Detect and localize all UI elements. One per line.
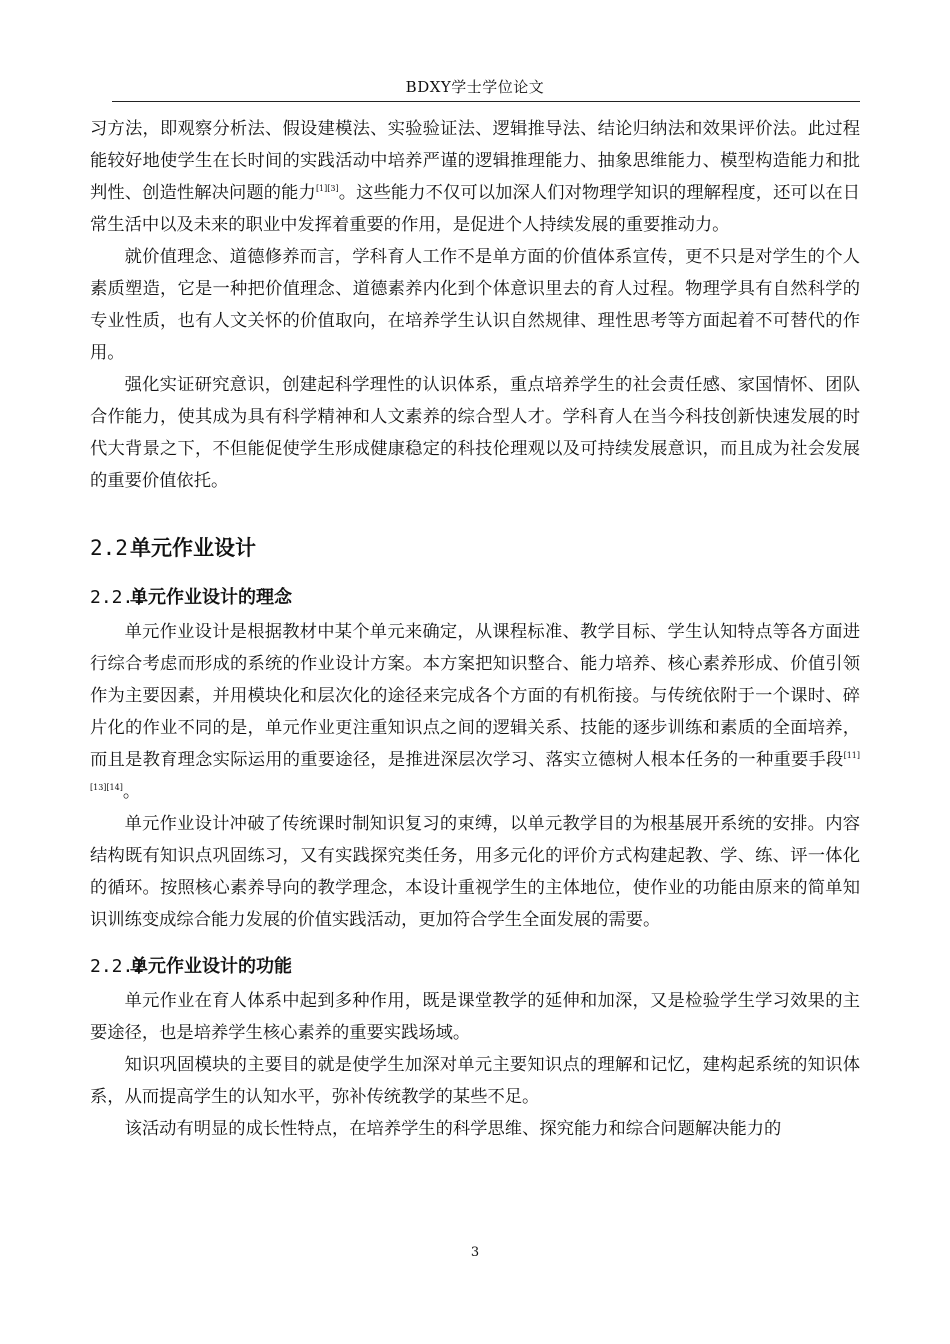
body-paragraph-knowledge: 知识巩固模块的主要目的就是使学生加深对单元主要知识点的理解和记忆，建构起系统的知识体系，从而提高学生的认知水平，弥补传统教学的某些不足。 <box>90 1055 860 1107</box>
body-paragraph-functions: 单元作业在育人体系中起到多种作用，既是课堂教学的延伸和加深，又是检验学生学习效果的主要途径，也是培养学生核心素养的重要实践场域。 <box>90 991 860 1043</box>
subsection-number: 2.2.1 <box>90 587 145 608</box>
subsection-heading-2-2-2 <box>90 949 860 985</box>
subsection-title: 单元作业设计的功能 <box>130 956 292 977</box>
section-spacer <box>90 936 860 949</box>
body-paragraph-evidence: 强化实证研究意识，创建起科学理性的认识体系，重点培养学生的社会责任感、家国情怀、团队合作能力，使其成为具有科学精神和人文素养的综合型人才。学科育人在当今科技创新快速发展的时代大背景之下，不但能促使学生形成健康稳定的科技伦理观以及可持续发展意识，而且成为社会发展的重要价值依托。 <box>90 375 860 491</box>
citation-ref: [1][3] <box>315 184 339 193</box>
section-spacer <box>90 497 860 529</box>
body-paragraph-breakthrough: 单元作业设计冲破了传统课时制知识复习的束缚，以单元教学目的为根基展开系统的安排。内容结构既有知识点巩固练习，又有实践探究类任务，用多元化的评价方式构建起教、学、练、评一体化的循环。按照核心素养导向的教学理念，本设计重视学生的主体地位，使作业的功能由原来的简单知识训练变成综合能力发展的价值实践活动，更加符合学生全面发展的需要。 <box>90 814 860 930</box>
body-paragraph-concept <box>90 616 860 808</box>
paragraph-text: 。这些能力不仅可以加深人们对物理学知识的理解程度，还可以在日常生活中以及未来的职业中发挥着重要的作用，是促进个人持续发展的重要推动力。 <box>90 183 860 235</box>
section-title: 单元作业设计 <box>130 536 256 560</box>
running-header: BDXY学士学位论文 <box>405 78 545 96</box>
section-spacer <box>90 567 860 580</box>
header-rule <box>112 101 860 102</box>
body-paragraph-values: 就价值理念、道德修养而言，学科育人工作不是单方面的价值体系宣传，更不只是对学生的个人素质塑造，它是一种把价值理念、道德素养内化到个体意识里去的育人过程。物理学具有自然科学的专业性质，也有人文关怀的价值取向，在培养学生认识自然规律、理性思考等方面起着不可替代的作用。 <box>90 247 860 363</box>
paragraph-text: 。 <box>122 782 141 802</box>
paragraph-text: 习方法，即观察分析法、假设建模法、实验验证法、逻辑推导法、结论归纳法和效果评价法。此过程能较好地使学生在长时间的实践活动中培养严谨的逻辑推理能力、抽象思维能力、模型构造能力和批判性、创造性解决问题的能力 <box>90 119 860 203</box>
subsection-heading-2-2-1 <box>90 580 860 616</box>
section-number: 2.2 <box>90 536 128 560</box>
subsection-title: 单元作业设计的理念 <box>130 587 292 608</box>
page-number: 3 <box>470 1245 480 1260</box>
section-heading-2-2 <box>90 529 860 567</box>
paragraph-text: 单元作业设计是根据教材中某个单元来确定，从课程标准、教学目标、学生认知特点等各方面进行综合考虑而形成的系统的作业设计方案。本方案把知识整合、能力培养、核心素养形成、价值引领作为主要因素，并用模块化和层次化的途径来完成各个方面的有机衔接。与传统依附于一个课时、碎片化的作业不同的是，单元作业更注重知识点之间的逻辑关系、技能的逐步训练和素质的全面培养，而且是教育理念实际运用的重要途径，是推进深层次学习、落实立德树人根本任务的一种重要手段 <box>90 622 860 770</box>
body-paragraph-growth: 该活动有明显的成长性特点，在培养学生的科学思维、探究能力和综合问题解决能力的 <box>124 1119 782 1139</box>
page-body <box>90 113 860 1145</box>
subsection-number: 2.2.2 <box>90 956 145 977</box>
citation-ref: [11][13][14] <box>90 751 860 792</box>
body-paragraph-continued <box>90 113 860 241</box>
